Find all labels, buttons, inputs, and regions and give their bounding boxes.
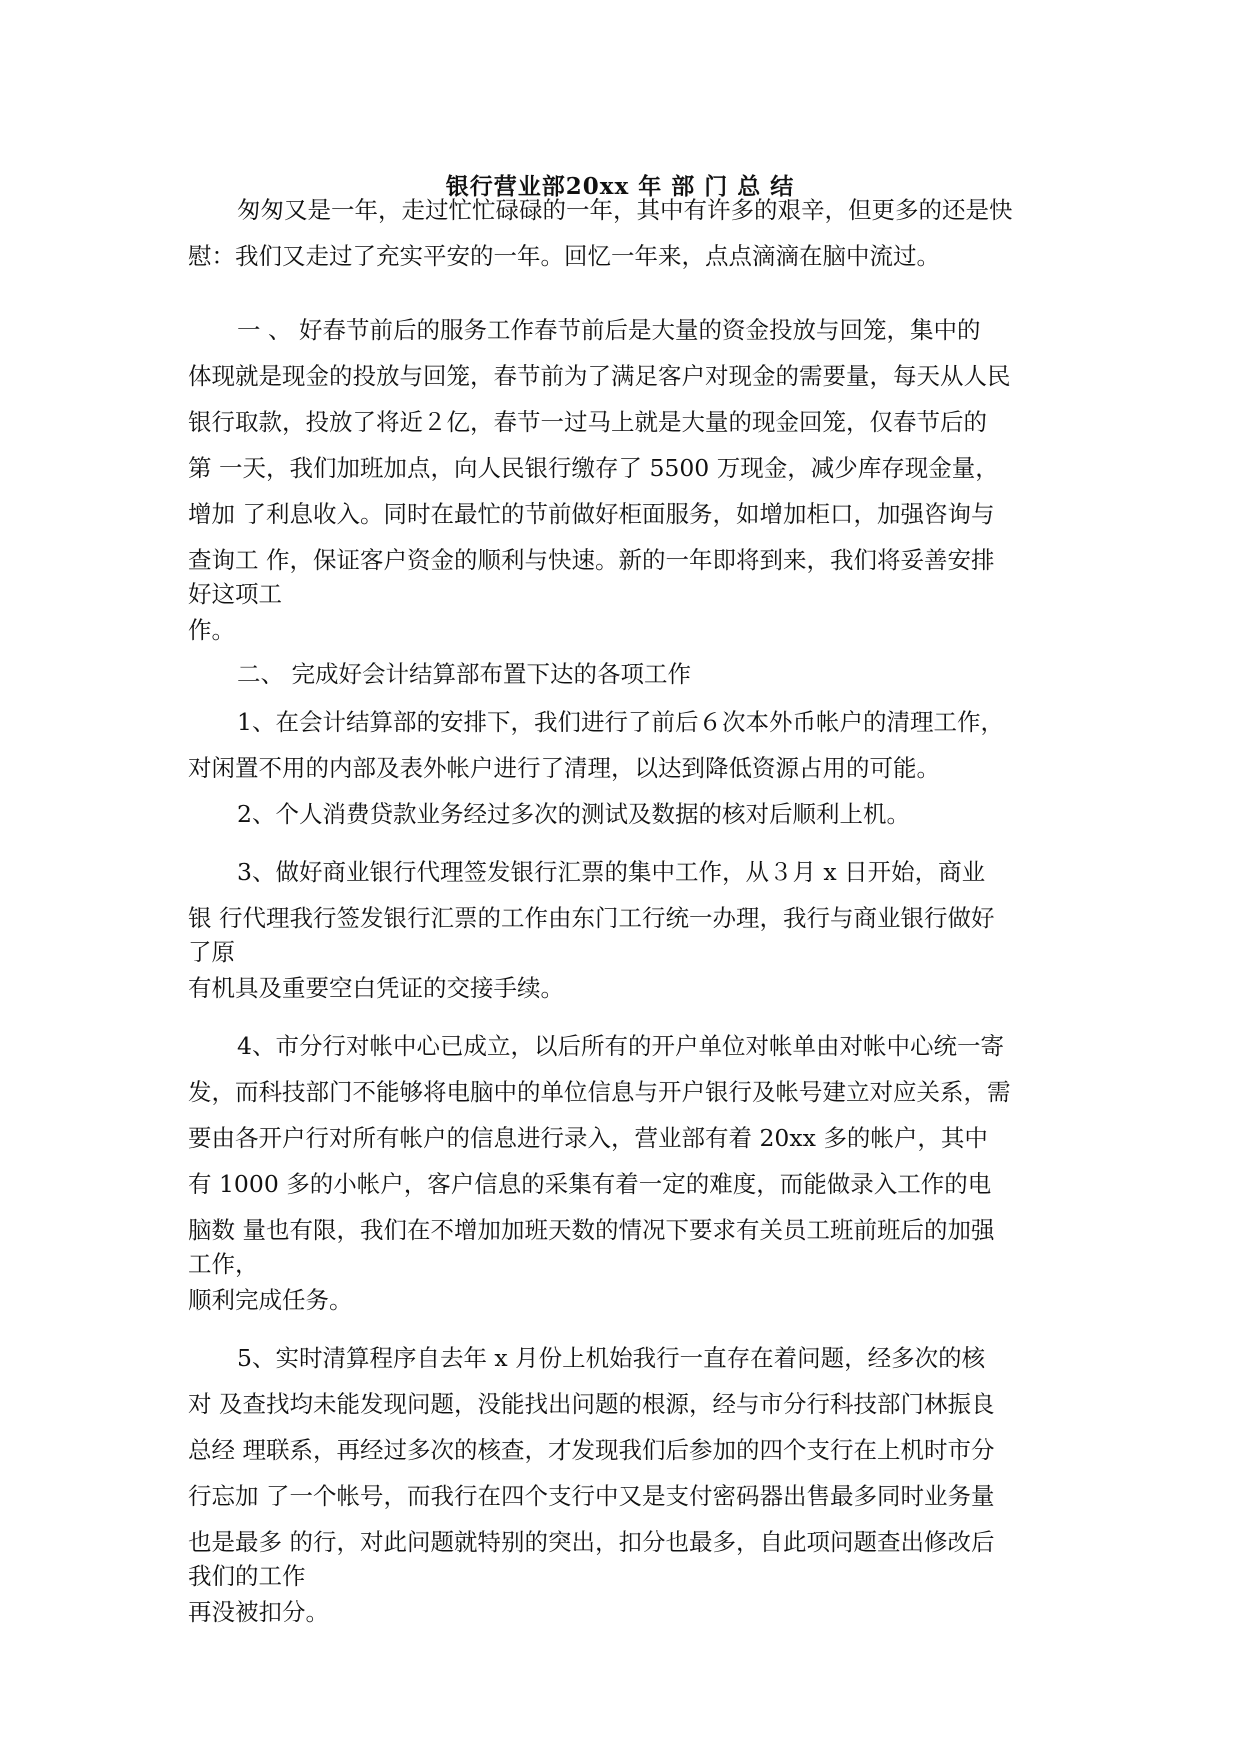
section-heading-line: 二、 完成好会计结算部布置下达的各项工作 [237,660,691,688]
paragraph-line: 行忘加 了一个帐号，而我行在四个支行中又是支付密码器出售最多同时业务量 [188,1482,995,1510]
paragraph-line: 匆匆又是一年，走过忙忙碌碌的一年，其中有许多的艰辛，但更多的还是快 [237,196,1013,224]
paragraph-line: 要由各开户行对所有帐户的信息进行录入，营业部有着 20xx 多的帐户，其中 [188,1124,988,1152]
section-heading-line: 一 、 好春节前后的服务工作春节前后是大量的资金投放与回笼，集中的 [237,316,981,344]
paragraph-line: 了原 [188,938,235,966]
paragraph-line: 有机具及重要空白凭证的交接手续。 [188,974,564,1002]
paragraph-line: 查询工 作，保证客户资金的顺利与快速。新的一年即将到来，我们将妥善安排 [188,546,995,574]
paragraph-line: 好这项工 [188,580,282,608]
paragraph-line: 3、做好商业银行代理签发银行汇票的集中工作，从３月 x 日开始，商业 [237,858,986,886]
paragraph-line: 银行取款，投放了将近２亿，春节一过马上就是大量的现金回笼，仅春节后的 [188,408,987,436]
paragraph-line: 对闲置不用的内部及表外帐户进行了清理，以达到降低资源占用的可能。 [188,754,940,782]
paragraph-line: 第 一天，我们加班加点，向人民银行缴存了 5500 万现金，减少库存现金量， [188,454,999,482]
paragraph-line: 顺利完成任务。 [188,1286,353,1314]
paragraph-line: 对 及查找均未能发现问题，没能找出问题的根源，经与市分行科技部门林振良 [188,1390,995,1418]
paragraph-line: 发，而科技部门不能够将电脑中的单位信息与开户银行及帐号建立对应关系，需 [188,1078,1011,1106]
paragraph-line: 增加 了利息收入。同时在最忙的节前做好柜面服务，如增加柜口，加强咨询与 [188,500,995,528]
paragraph-line: 4、市分行对帐中心已成立，以后所有的开户单位对帐单由对帐中心统一寄 [237,1032,1004,1060]
paragraph-line: 慰：我们又走过了充实平安的一年。回忆一年来，点点滴滴在脑中流过。 [188,242,940,270]
paragraph-line: 我们的工作 [188,1562,306,1590]
paragraph-line: 2、个人消费贷款业务经过多次的测试及数据的核对后顺利上机。 [237,800,910,828]
document-title: 银行营业部20xx 年 部 门 总 结 [445,173,795,200]
paragraph-line: 脑数 量也有限，我们在不增加加班天数的情况下要求有关员工班前班后的加强 [188,1216,995,1244]
paragraph-line: 体现就是现金的投放与回笼，春节前为了满足客户对现金的需要量，每天从人民 [188,362,1011,390]
paragraph-line: 1、在会计结算部的安排下，我们进行了前后６次本外币帐户的清理工作， [237,708,1004,736]
paragraph-line: 5、实时清算程序自去年 x 月份上机始我行一直存在着问题，经多次的核 [237,1344,986,1372]
paragraph-line: 工作， [188,1250,259,1278]
paragraph-line: 银 行代理我行签发银行汇票的工作由东门工行统一办理，我行与商业银行做好 [188,904,995,932]
paragraph-line: 作。 [188,616,235,644]
paragraph-line: 再没被扣分。 [188,1598,329,1626]
paragraph-line: 总经 理联系，再经过多次的核查，才发现我们后参加的四个支行在上机时市分 [188,1436,995,1464]
paragraph-line: 也是最多 的行，对此问题就特别的突出，扣分也最多，自此项问题查出修改后 [188,1528,995,1556]
paragraph-line: 有 1000 多的小帐户，客户信息的采集有着一定的难度，而能做录入工作的电 [188,1170,992,1198]
